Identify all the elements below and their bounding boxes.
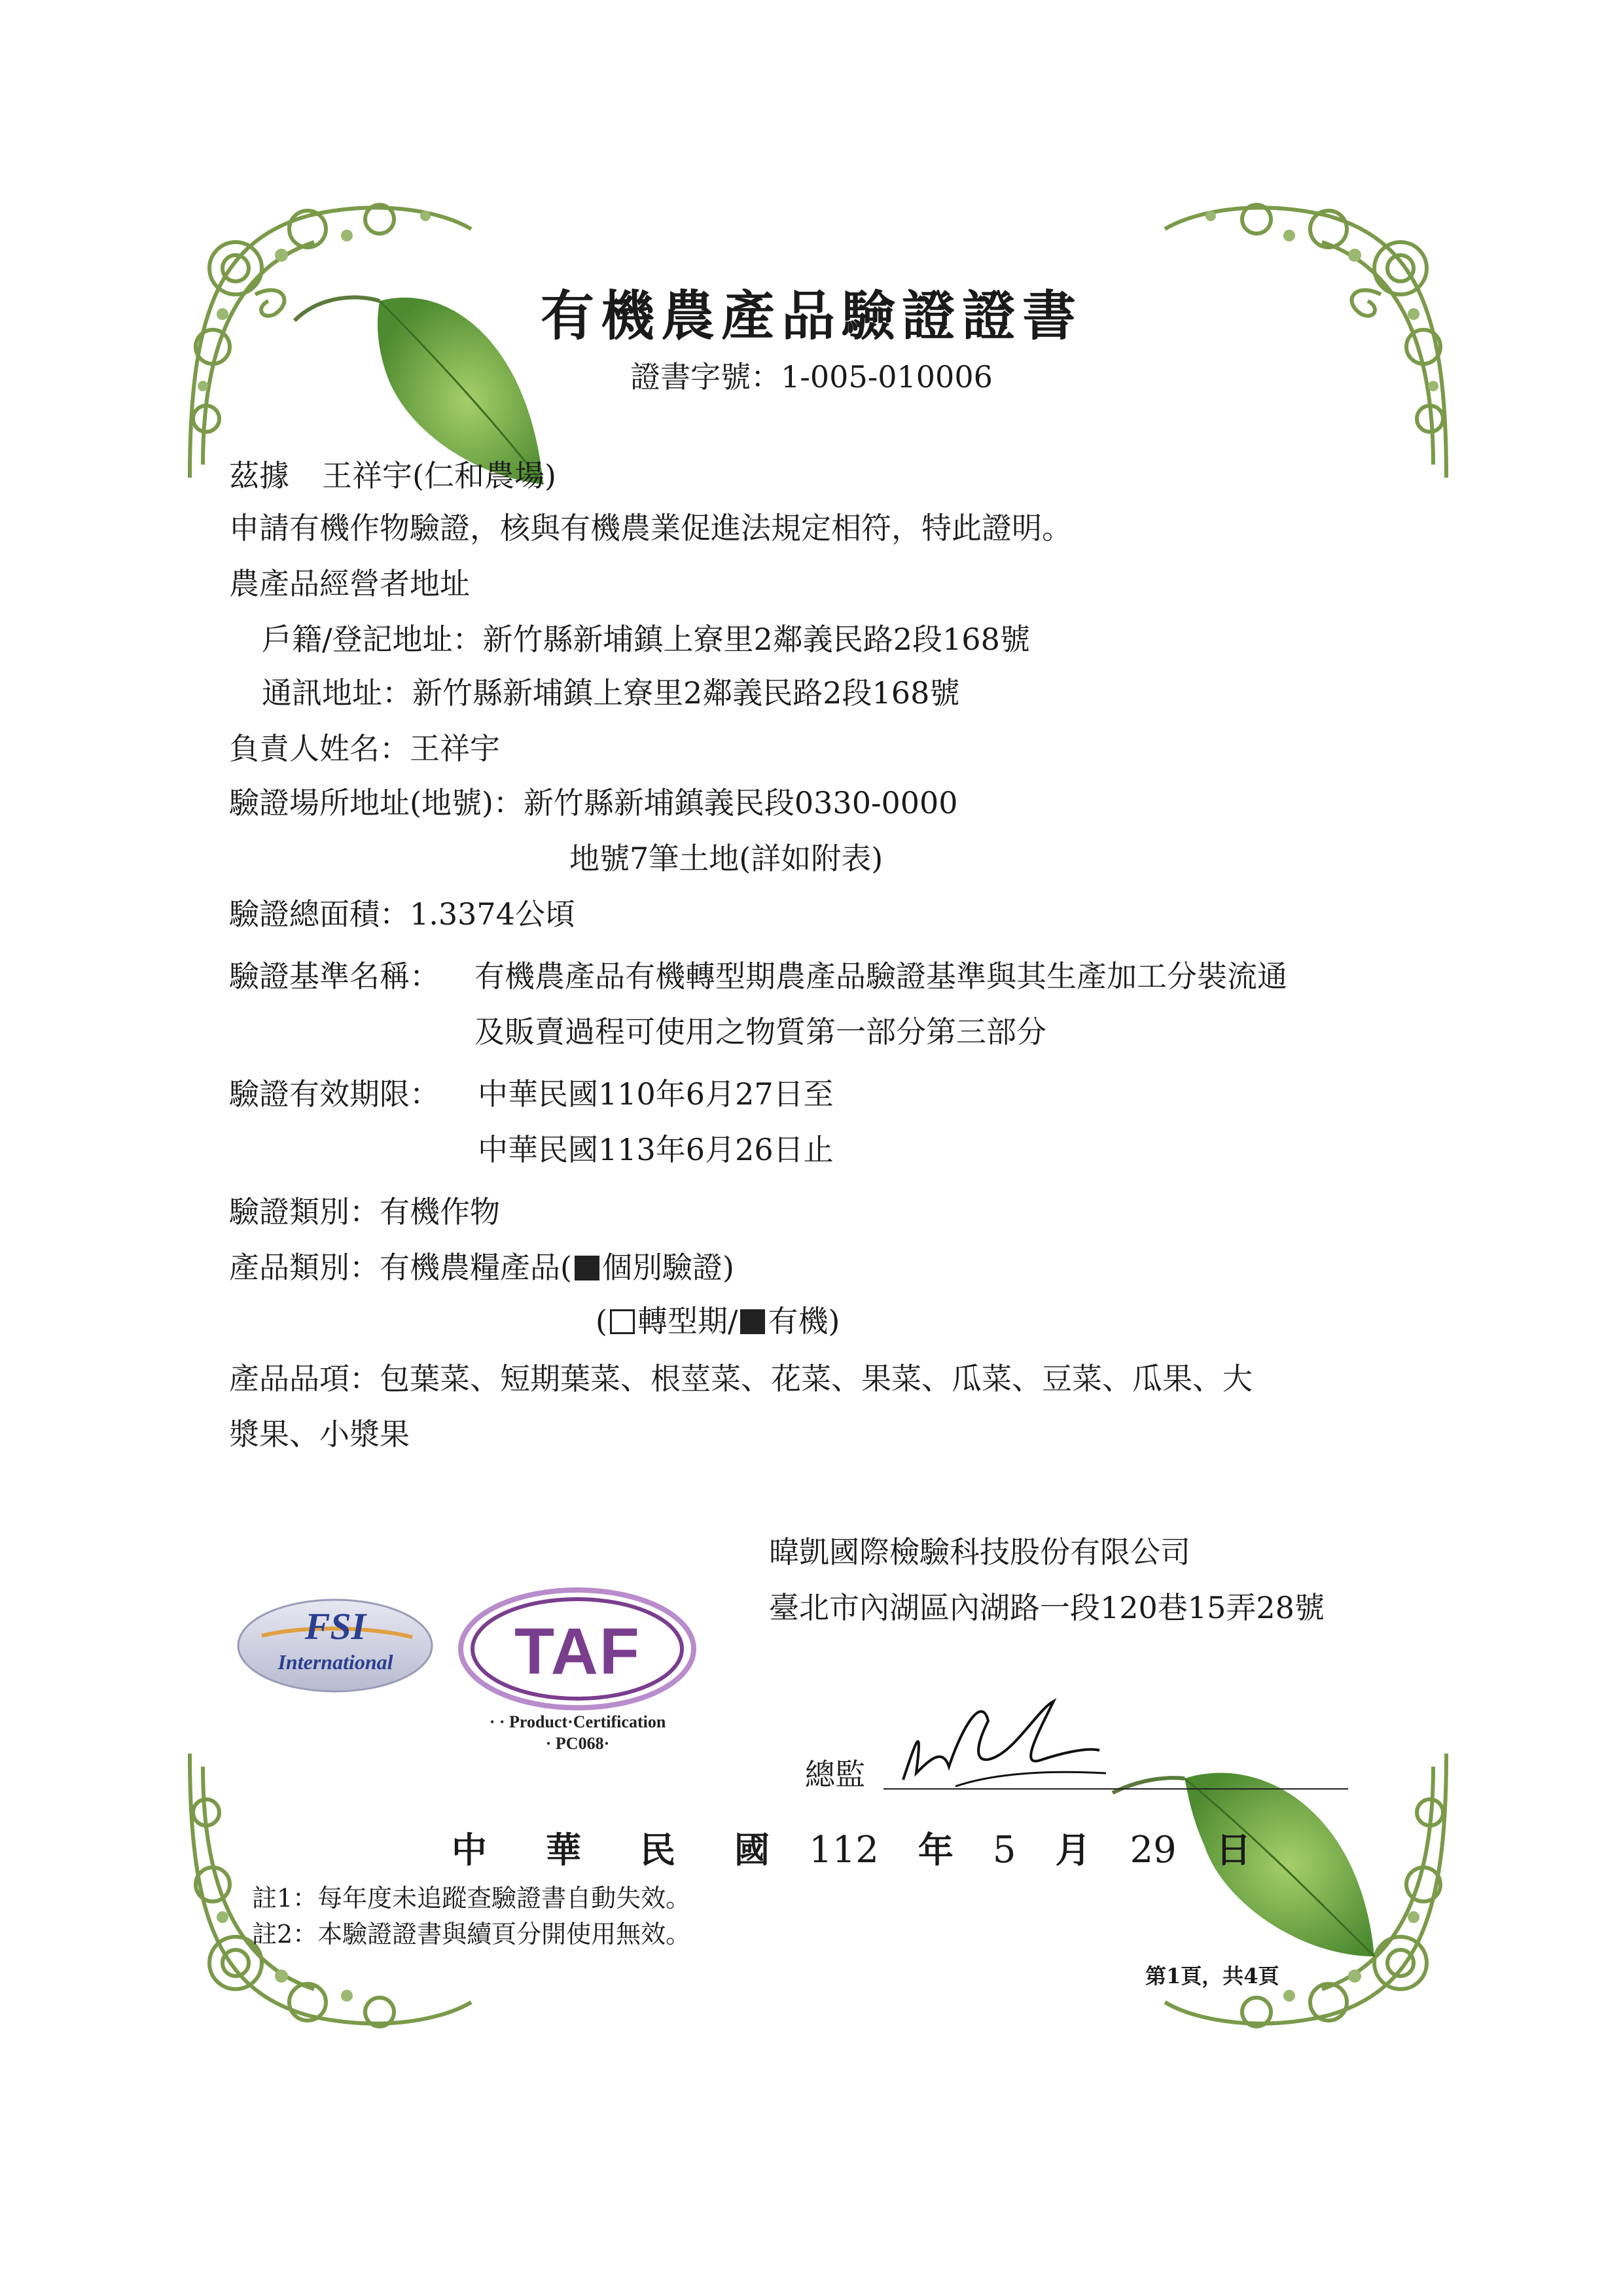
product-category [229, 1250, 734, 1286]
product-stage [596, 1303, 840, 1339]
standard-line2: 及販賣過程可使用之物質第一部分第三部分 [474, 1014, 1046, 1050]
issue-year: 112 [809, 1829, 879, 1871]
taf-accreditation-no: · PC068· [545, 1734, 610, 1753]
certificate-number-value: 1-005-010006 [781, 359, 993, 395]
total-area: 驗證總面積：1.3374公頃 [229, 896, 575, 932]
site-address-line1: 驗證場所地址(地號)：新竹縣新埔鎮義民段0330-0000 [229, 785, 958, 821]
validity-from: 中華民國110年6月27日至 [478, 1076, 834, 1112]
holder-name: 王祥宇(仁和農場) [322, 458, 556, 493]
responsible-person: 負責人姓名：王祥宇 [229, 731, 500, 766]
note-2: 註2：本驗證證書與續頁分開使用無效。 [252, 1920, 691, 1949]
mailing-address: 通訊地址：新竹縣新埔鎮上寮里2鄰義民路2段168號 [262, 675, 960, 711]
note-1: 註1：每年度未追蹤查驗證書自動失效。 [252, 1884, 691, 1913]
holder-line [229, 458, 556, 494]
fsi-logo-subtext: International [277, 1650, 393, 1674]
product-category-option: 個別驗證) [601, 1250, 734, 1285]
validity-label: 驗證有效期限： [229, 1076, 440, 1112]
page-number: 第1頁，共4頁 [1145, 1964, 1279, 1988]
issue-day-unit: 日 [1215, 1829, 1251, 1871]
cert-category: 驗證類別：有機作物 [229, 1194, 500, 1229]
stage-open: ( [596, 1303, 607, 1339]
taf-logo-text: TAF [514, 1615, 641, 1688]
holder-prefix: 茲據 [229, 458, 289, 493]
checkbox-unchecked-icon [610, 1309, 635, 1334]
certificate-number [0, 353, 1623, 397]
statement: 申請有機作物驗證，核與有機農業促進法規定相符，特此證明。 [229, 510, 1072, 546]
checkbox-checked-icon [740, 1309, 765, 1334]
checkbox-checked-icon [575, 1256, 599, 1280]
taf-logo [458, 1587, 697, 1757]
validity-to: 中華民國113年6月26日止 [478, 1132, 834, 1167]
issue-date-char-2: 華 [546, 1829, 581, 1871]
operator-address-label: 農產品經營者地址 [229, 566, 470, 601]
fsi-logo-text: FSI [304, 1605, 366, 1648]
site-address-line2: 地號7筆土地(詳如附表) [569, 841, 883, 876]
issue-date-char-3: 民 [640, 1829, 675, 1871]
product-items-line1: 產品品項：包葉菜、短期葉菜、根莖菜、花菜、果菜、瓜菜、豆菜、瓜果、大 [229, 1361, 1253, 1396]
signature-line [883, 1788, 1348, 1790]
issue-date [452, 1822, 1251, 1873]
registered-address: 戶籍/登記地址：新竹縣新埔鎮上寮里2鄰義民路2段168號 [262, 622, 1030, 657]
product-items-line2: 漿果、小漿果 [229, 1417, 410, 1452]
issue-month: 5 [992, 1829, 1016, 1871]
stage-transition: 轉型期/ [637, 1303, 738, 1339]
certificate-number-label: 證書字號： [630, 359, 781, 395]
issue-day: 29 [1130, 1829, 1177, 1871]
certificate-title: 有機農產品驗證證書 [540, 285, 1082, 347]
fsi-logo [236, 1597, 435, 1695]
issue-year-unit: 年 [918, 1829, 954, 1871]
standard-line1: 有機農產品有機轉型期農產品驗證基準與其生產加工分裝流通 [474, 959, 1287, 994]
issue-month-unit: 月 [1055, 1829, 1091, 1871]
director-signature [890, 1682, 1113, 1806]
issue-date-char-1: 中 [452, 1829, 487, 1871]
issue-date-char-4: 國 [734, 1829, 770, 1871]
stage-organic: 有機) [768, 1303, 840, 1339]
issuer-company: 暐凱國際檢驗科技股份有限公司 [769, 1534, 1190, 1570]
issuer-address: 臺北市內湖區內湖路一段120巷15弄28號 [769, 1590, 1325, 1625]
director-label: 總監 [805, 1757, 865, 1792]
standard-label: 驗證基準名稱： [229, 959, 440, 994]
taf-caption: · · Product·Certification [489, 1712, 666, 1731]
product-category-prefix: 產品類別：有機農糧產品( [229, 1250, 572, 1285]
